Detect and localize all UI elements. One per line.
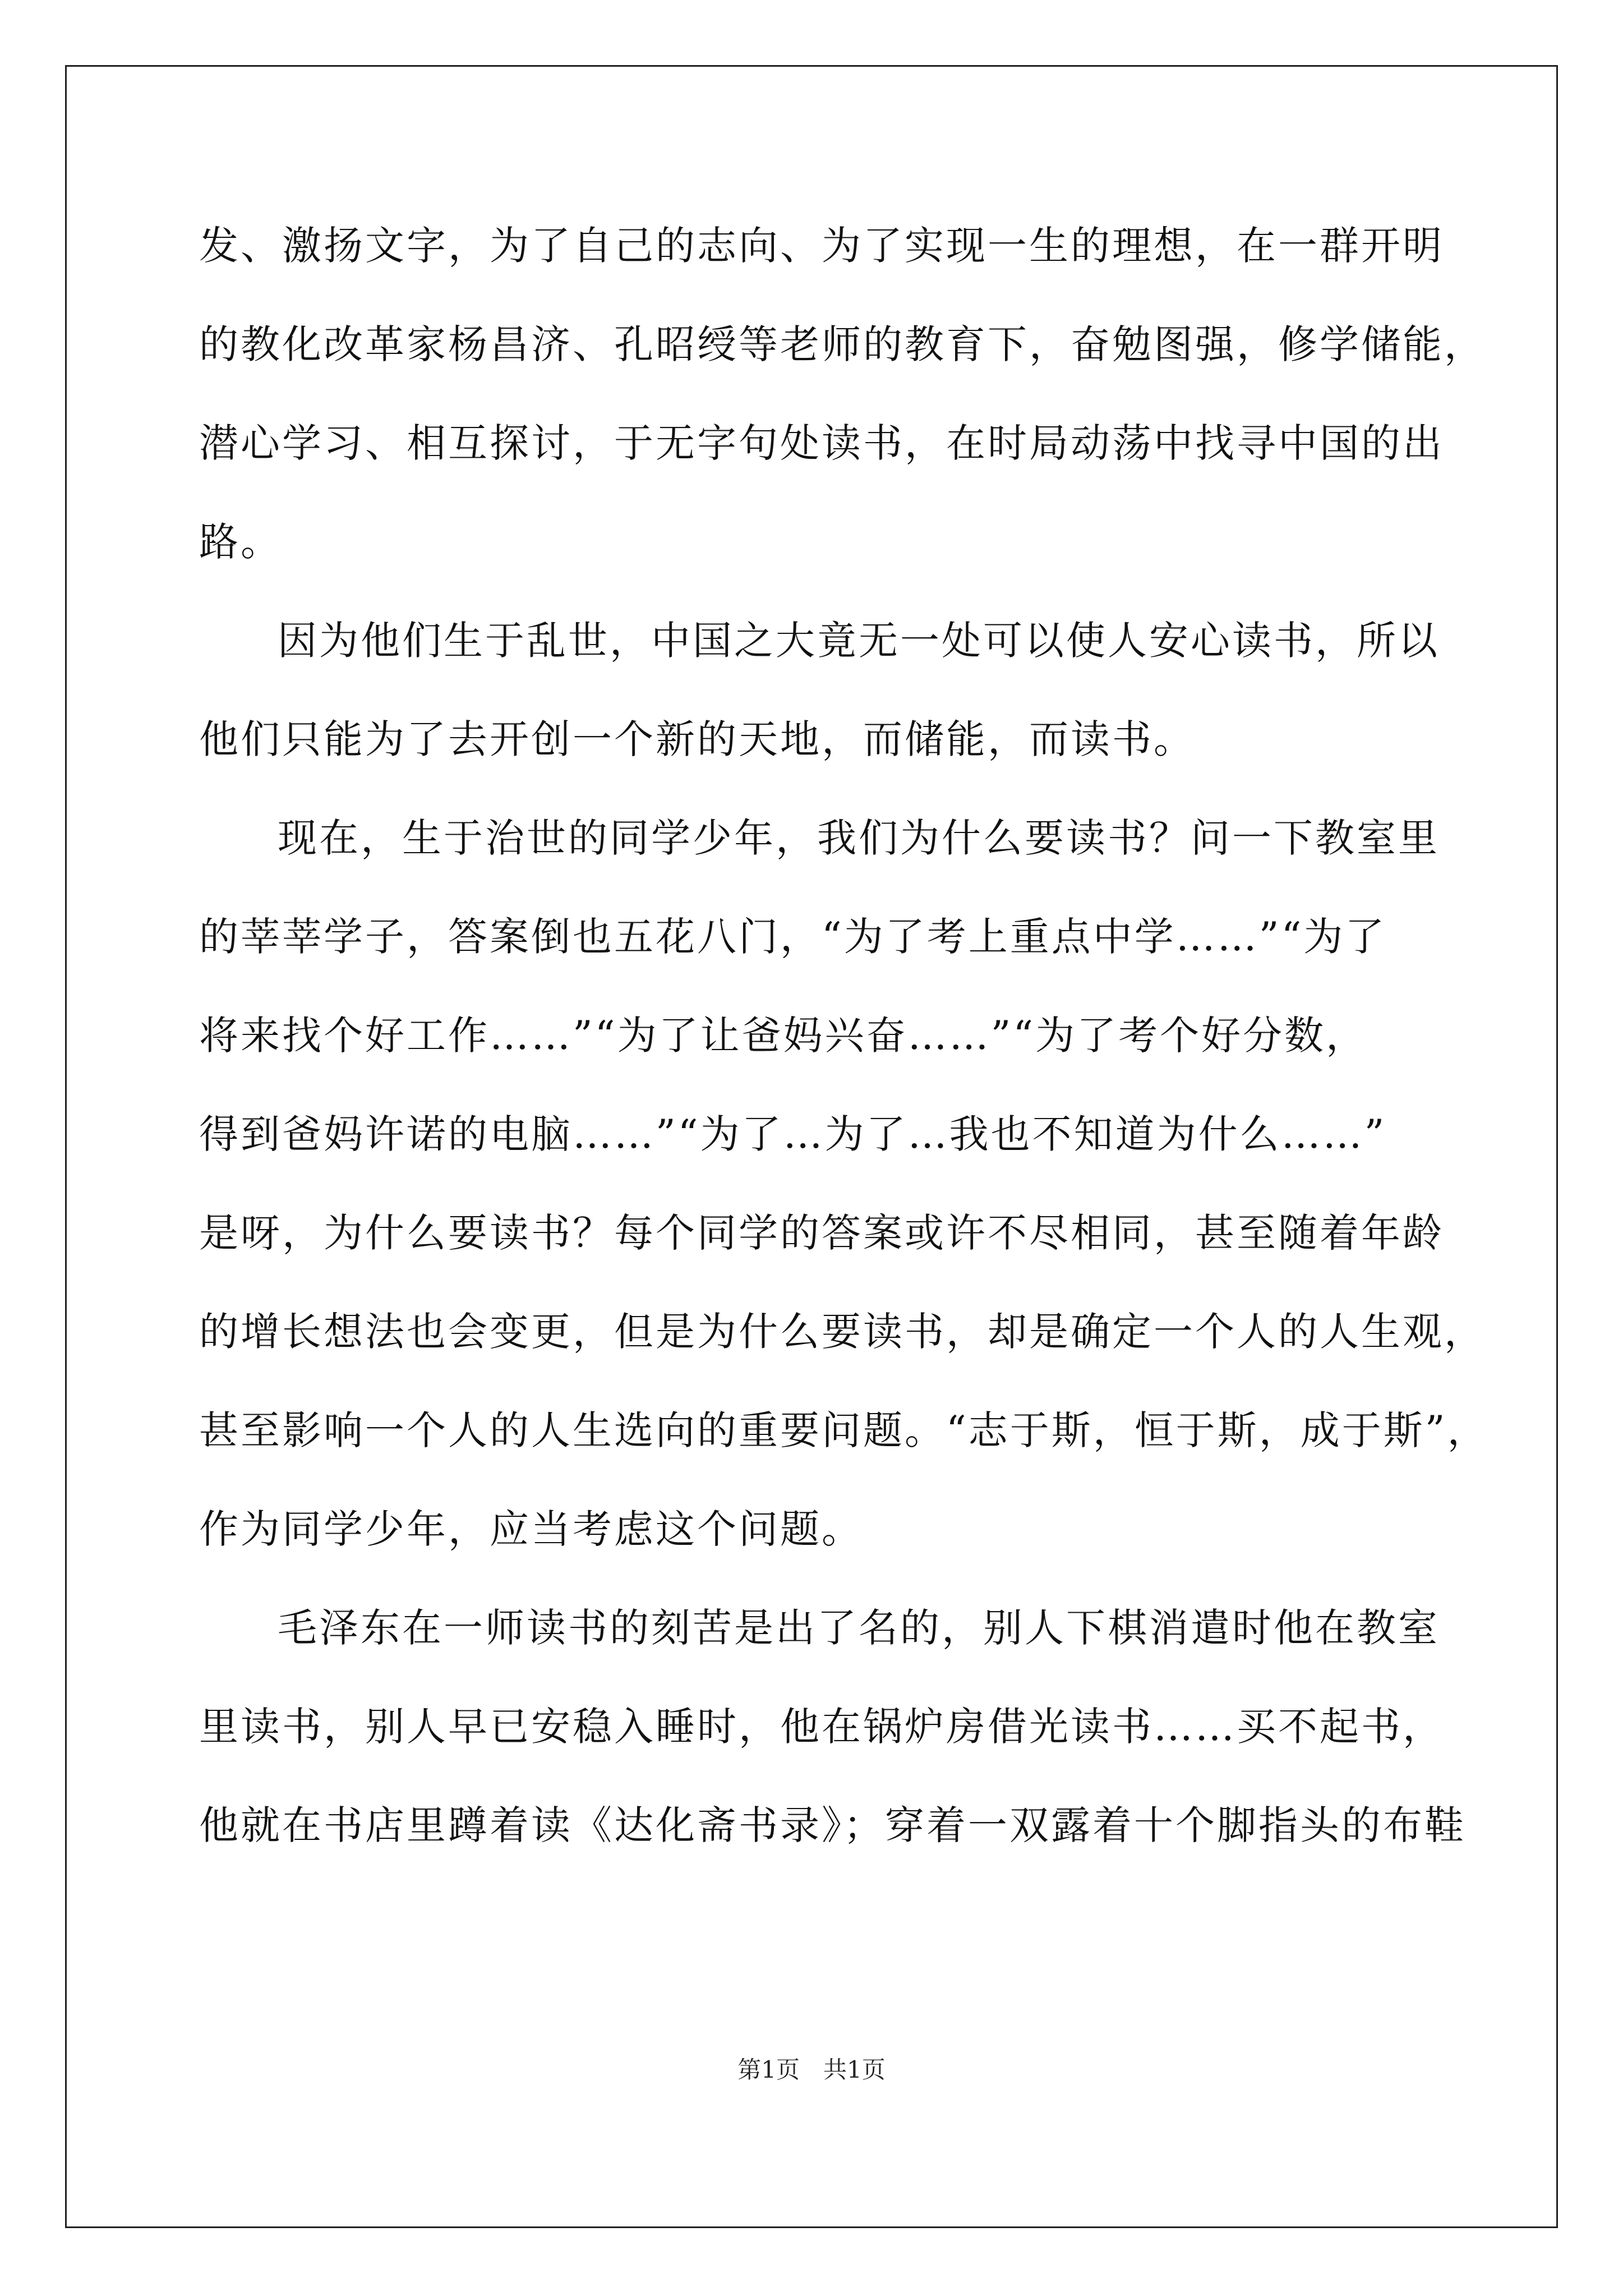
text-line: 的增长想法也会变更，但是为什么要读书，却是确定一个人的人生观， (199, 1309, 1486, 1355)
paragraph-first-line: 毛泽东在一师读书的刻苦是出了名的，别人下棋消遣时他在教室 (278, 1605, 1440, 1651)
paragraph-first-line: 现在，生于治世的同学少年，我们为什么要读书？问一下教室里 (278, 815, 1440, 861)
text-line: 将来找个好工作……”“为了让爸妈兴奋……”“为了考个好分数， (199, 1013, 1368, 1059)
text-line: 路。 (199, 519, 282, 565)
text-line: 是呀，为什么要读书？每个同学的答案或许不尽相同，甚至随着年龄 (199, 1210, 1444, 1256)
text-line: 发、激扬文字，为了自己的志向、为了实现一生的理想，在一群开明 (199, 223, 1444, 269)
text-line: 得到爸妈许诺的电脑……”“为了…为了…我也不知道为什么……” (199, 1111, 1387, 1157)
text-line: 他们只能为了去开创一个新的天地，而储能，而读书。 (199, 716, 1195, 762)
page-footer (0, 2053, 1623, 2087)
page-number: 第1页 共1页 (737, 2056, 886, 2083)
text-line: 的教化改革家杨昌济、孔昭绶等老师的教育下，奋勉图强，修学储能， (199, 321, 1486, 367)
text-line: 他就在书店里蹲着读《达化斋书录》；穿着一双露着十个脚指头的布鞋 (199, 1802, 1466, 1848)
text-line: 潜心学习、相互探讨，于无字句处读书，在时局动荡中找寻中国的出 (199, 420, 1444, 466)
text-line: 的莘莘学子，答案倒也五花八门，“为了考上重点中学……”“为了 (199, 914, 1387, 960)
text-line: 里读书，别人早已安稳入睡时，他在锅炉房借光读书……买不起书， (199, 1704, 1444, 1750)
paragraph-first-line: 因为他们生于乱世，中国之大竟无一处可以使人安心读书，所以 (278, 618, 1440, 664)
text-line: 甚至影响一个人的人生选向的重要问题。“志于斯，恒于斯，成于斯”， (199, 1407, 1489, 1453)
text-line: 作为同学少年，应当考虑这个问题。 (199, 1506, 863, 1552)
